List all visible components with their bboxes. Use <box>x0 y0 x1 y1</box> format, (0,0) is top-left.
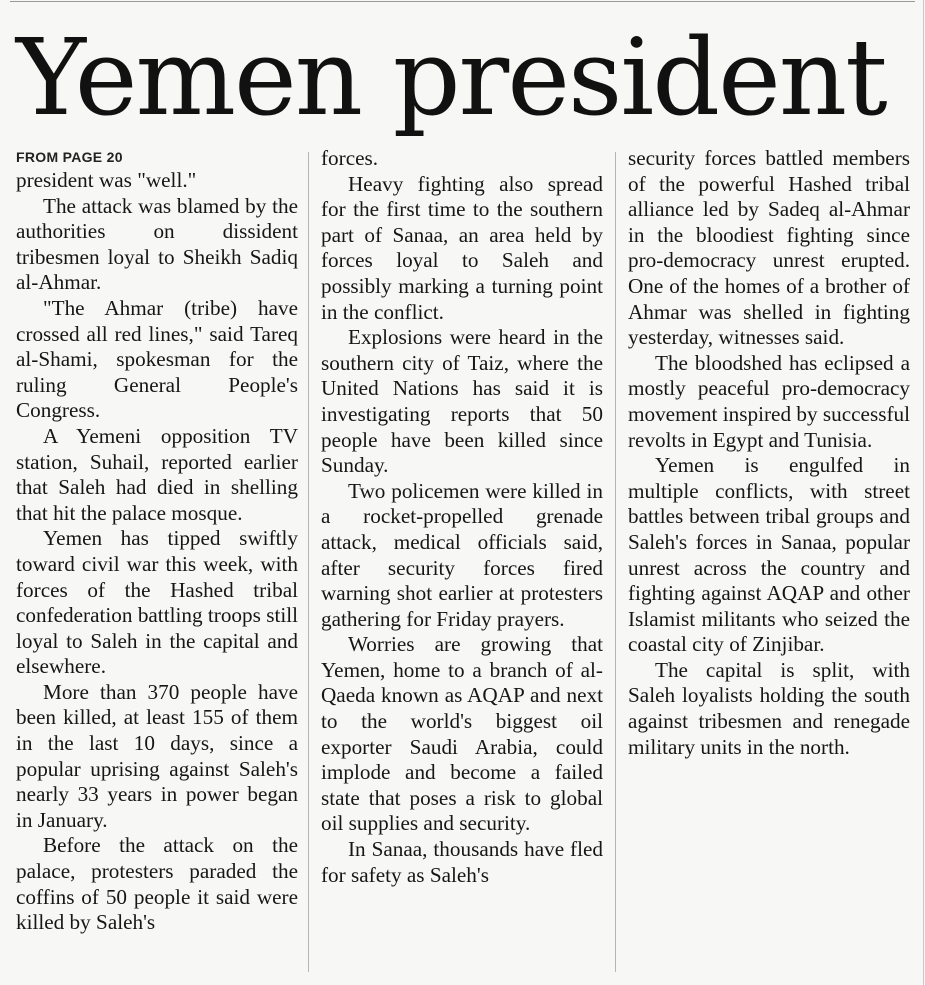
column-divider <box>308 152 309 972</box>
paragraph: Yemen is engulfed in multiple conflicts, with street battles between tribal groups and Saleh's forces in Sanaa, popular unrest across the country and fighting against AQAP and other Islamist militants who seized the coastal city of Zinjibar. <box>628 453 910 657</box>
paragraph: Yemen has tipped swiftly toward civil war this week, with forces of the Hashed tribal confederation battling troops still loyal to Saleh in the capital and elsewhere. <box>16 526 298 679</box>
paragraph: Heavy fighting also spread for the first time to the southern part of Sanaa, an area held by forces loyal to Saleh and possibly marking a turning point in the conflict. <box>321 171 603 324</box>
article-column-3 <box>628 146 910 760</box>
article-column-2 <box>321 146 603 888</box>
paragraph: Worries are growing that Yemen, home to a branch of al-Qaeda known as AQAP and next to the world's biggest oil exporter Saudi Arabia, could implode and become a failed state that poses a risk to global oil supplies and security. <box>321 632 603 836</box>
article-column-1 <box>16 146 298 936</box>
paragraph: forces. <box>321 146 379 170</box>
jump-line: FROM PAGE 20 <box>16 149 123 165</box>
paragraph: The attack was blamed by the authorities on dissident tribesmen loyal to Sheikh Sadiq al-Ahmar. <box>16 193 298 295</box>
paragraph: "The Ahmar (tribe) have crossed all red lines," said Tareq al-Shami, spokesman for the ruling General People's Congress. <box>16 295 298 423</box>
right-edge-rule <box>923 0 924 985</box>
headline: Yemen president <box>16 16 886 139</box>
column-divider <box>615 152 616 972</box>
paragraph: The capital is split, with Saleh loyalists holding the south against tribesmen and renegade military units in the north. <box>628 657 910 759</box>
paragraph: The bloodshed has eclipsed a mostly peaceful pro-democracy movement inspired by successful revolts in Egypt and Tunisia. <box>628 350 910 452</box>
paragraph: More than 370 people have been killed, at least 155 of them in the last 10 days, since a popular uprising against Saleh's nearly 33 years in power began in January. <box>16 679 298 832</box>
paragraph: security forces battled members of the powerful Hashed tribal alliance led by Sadeq al-Ahmar in the bloodiest fighting since pro-democracy unrest erupted. One of the homes of a brother of Ahmar was shelled in fighting yesterday, witnesses said. <box>628 146 910 350</box>
paragraph: A Yemeni opposition TV station, Suhail, reported earlier that Saleh had died in shelling that hit the palace mosque. <box>16 423 298 525</box>
paragraph: In Sanaa, thousands have fled for safety as Saleh's <box>321 837 603 887</box>
paragraph: Explosions were heard in the southern city of Taiz, where the United Nations has said it is investigating reports that 50 people have been killed since Sunday. <box>321 325 603 478</box>
paragraph: president was "well." <box>16 168 197 192</box>
paragraph: Two policemen were killed in a rocket-propelled grenade attack, medical officials said, after security forces fired warning shot earlier at protesters gathering for Friday prayers. <box>321 478 603 631</box>
paragraph: Before the attack on the palace, protesters paraded the coffins of 50 people it said were killed by Saleh's <box>16 833 298 935</box>
top-rule <box>10 1 915 2</box>
